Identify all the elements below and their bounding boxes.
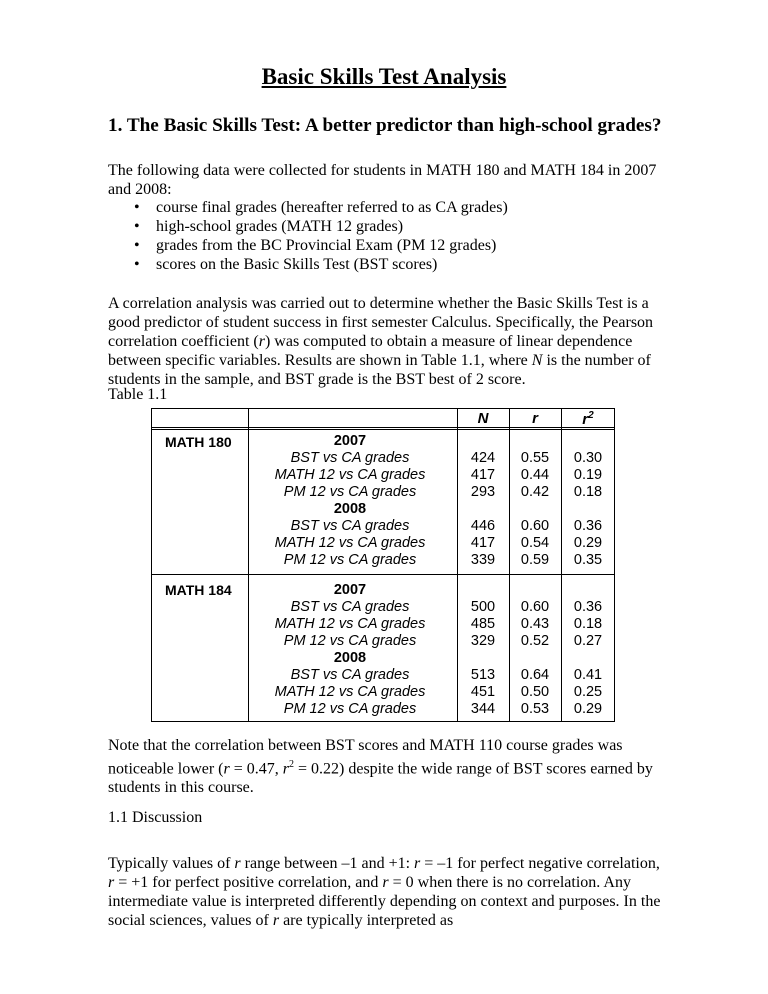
r-squared-values: 0.36 0.18 0.27: [573, 599, 603, 649]
header-n: N: [477, 410, 489, 427]
n-values: 446 417 339: [470, 518, 496, 568]
course-label: MATH 184: [165, 582, 232, 598]
r-values: 0.55 0.44 0.42: [520, 450, 550, 500]
bullet-item: • grades from the BC Provincial Exam (PM 12 grades): [134, 236, 508, 255]
r-squared-values: 0.36 0.29 0.35: [573, 518, 603, 568]
n-values: 500 485 329: [470, 599, 496, 649]
bullet-item: • course final grades (hereafter referred to as CA grades): [134, 198, 508, 217]
comparison-labels: 2007 BST vs CA grades MATH 12 vs CA grades PM 12 vs CA grades 2008 BST vs CA grades MATH 12 vs CA grades PM 12 vs CA grades: [274, 433, 426, 568]
r-values: 0.60 0.54 0.59: [520, 518, 550, 568]
section-heading: 1. The Basic Skills Test: A better predictor than high-school grades?: [108, 115, 662, 136]
page-title: Basic Skills Test Analysis: [261, 64, 507, 89]
comparison-labels: 2007 BST vs CA grades MATH 12 vs CA grades PM 12 vs CA grades 2008 BST vs CA grades MATH 12 vs CA grades PM 12 vs CA grades: [274, 582, 426, 717]
r-values: 0.60 0.43 0.52: [520, 599, 550, 649]
discussion-paragraph: Typically values of r range between –1 and +1: r = –1 for perfect negative correlation, r = +1 for perfect positive correlation, and r = 0 when there is no correlation. Any intermediate value is interpreted differently depending on context and purposes. In the social sciences, values of r are typically interpreted as: [108, 855, 661, 929]
bullet-item: • scores on the Basic Skills Test (BST scores): [134, 255, 508, 274]
n-values: 513 451 344: [470, 667, 496, 717]
analysis-paragraph: A correlation analysis was carried out to determine whether the Basic Skills Test is a good predictor of student success in first semester Calculus. Specifically, the Pearson correlation coefficient (r) was computed to obtain a measure of linear dependence between specific variables. Results are shown in Table 1.1, where N is the number of students in the sample, and BST grade is the BST best of 2 score.: [108, 295, 654, 388]
header-r: r: [532, 410, 538, 427]
note-paragraph: Note that the correlation between BST scores and MATH 110 course grades was noticeable lower (r = 0.47, $r^2 = 0.22$) despite the wide range of BST scores earned by students in this course.: [108, 737, 653, 797]
discussion-heading: 1.1 Discussion: [108, 809, 203, 826]
data-bullet-list: [134, 198, 508, 274]
r-squared-values: 0.30 0.19 0.18: [573, 450, 603, 500]
table-label: Table 1.1: [108, 386, 168, 403]
n-values: 424 417 293: [470, 450, 496, 500]
r-squared-values: 0.41 0.25 0.29: [573, 667, 603, 717]
intro-paragraph: The following data were collected for students in MATH 180 and MATH 184 in 2007 and 2008:: [108, 162, 657, 198]
bullet-item: • high-school grades (MATH 12 grades): [134, 217, 508, 236]
header-r-squared: $r^2$: [582, 410, 594, 428]
course-label: MATH 180: [165, 434, 232, 450]
r-values: 0.64 0.50 0.53: [520, 667, 550, 717]
